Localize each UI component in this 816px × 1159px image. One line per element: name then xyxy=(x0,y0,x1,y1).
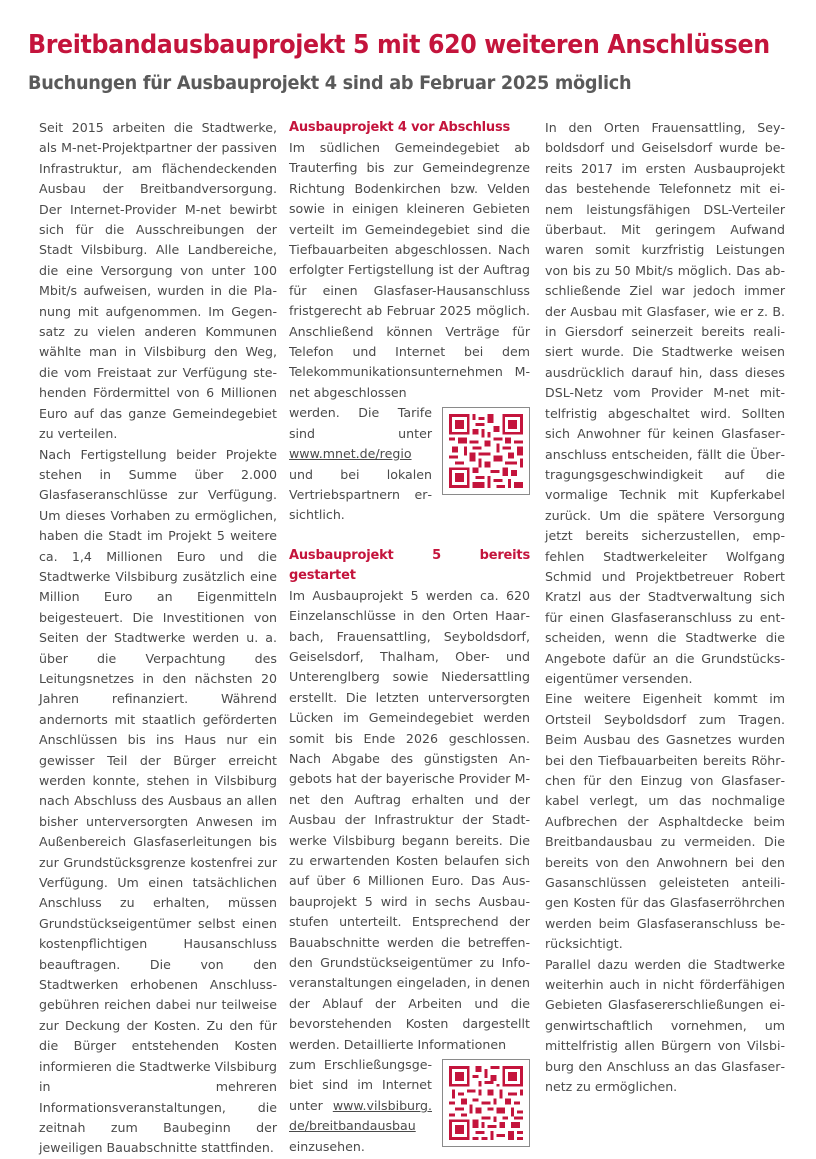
qr-code-mnet xyxy=(442,407,530,495)
col3-paragraph-1: In den Orten Frauensattling, Seyboldsdorf und Geiselsdorf wurde bereits 2017 im ersten Ausbauprojekt das bestehende Telefonnetz mit einem leistungsfähigen DSL-Verteiler überbaut. Mit geringem Aufwand waren somit kurzfristig Leistungen von bis zu 50 Mbit/s möglich. Das abschließende Ziel war jedoch immer der Ausbau mit Glasfaser, wie er z. B. in Giersdorf seinerzeit bereits realisiert wurde. Die Stadtwerke weisen ausdrücklich darauf hin, dass dieses DSL-Netz vom Provider M-net mittelfristig abgeschaltet wird. Sollten sich Anwohner für keinen Glasfaseranschluss entscheiden, fällt die Übertragungsgeschwindigkeit auf die vormalige Technik mit Kupferkabel zurück. Um die spätere Versorgung jetzt bereits sicherzustellen, empfehlen Stadtwerkeleiter Wolfgang Schmid und Projektbetreuer Robert Kratzl aus der Stadtverwaltung sich für einen Glasfaseranschluss zu entscheiden, wenn die Stadtwerke die Angebote dafür an die Grundstückseigentümer versenden. xyxy=(545,120,785,686)
mnet-regio-link[interactable]: www.mnet.de/​regio xyxy=(289,446,412,462)
mnet-text-before: werden. Die Tarife sind unter xyxy=(289,405,432,441)
section-text-project-4: Im südlichen Gemeindegebiet ab Trauterfing bis zur Gemeindegrenze Richtung Bodenkirchen bzw. Velden sowie in einigen kleineren Gebieten verteilt im Gemeindegebiet sind die Tiefbauarbeiten abgeschlossen. Nach erfolgter Fertigstellung ist der Auftrag für einen Glasfaser-Hausanschluss fristgerecht ab Februar 2025 möglich. Anschließend können Verträge für Telefon und Internet bei dem Telekommunikationsunternehmen M-net abgeschlossen xyxy=(289,140,530,400)
mnet-text-after: und bei lokalen Vertriebspartnern ersichtlich. xyxy=(289,466,432,523)
qr-code-vilsbiburg xyxy=(442,1059,530,1147)
section-title-project-4: Ausbauprojekt 4 vor Abschluss xyxy=(289,120,511,135)
headline: Breitbandausbauprojekt 5 mit 620 weiteren Anschlüssen xyxy=(28,30,770,60)
column-2 xyxy=(289,118,530,1157)
vilsbiburg-link-block xyxy=(289,1055,530,1157)
col1-paragraph-2: Nach Fertigstellung beider Projekte stehen in Summe über 2.000 Glasfaseranschlüsse zur Verfügung. Um dieses Vorhaben zu ermöglichen, haben die Stadt im Projekt 5 weitere ca. 1,4 Millionen Euro und die Stadtwerke Vilsbiburg zusätzlich eine Million Euro an Eigenmitteln beigesteuert. Die Investitionen von Seiten der Stadtwerke werden u. a. über die Verpachtung des Leitungsnetzes in den nächsten 20 Jahren refinanziert. Während andernorts mit staatlich geförderten Anschlüssen bis ins Haus nur ein gewisser Teil der Bürger erreicht werden konnte, stehen in Vilsbiburg nach Abschluss des Ausbaus an allen bisher unterversorgten Anwesen im Außenbereich Glasfaserleitungen bis zur Grundstücksgrenze kostenfrei zur Verfügung. Um einen tatsächlichen Anschluss zu erhalten, müssen Grundstückseigentümer selbst einen kostenpflichtigen Hausanschluss beauftragen. Die von den Stadtwerken erhobenen Anschlussgebühren reichen dabei nur teilweise zur Deckung der Kosten. Zu den für die Bürger entstehenden Kosten informieren die Stadtwerke Vilsbiburg in mehreren Informationsveranstaltungen, die zeitnah zum Baubeginn der jeweiligen Bauabschnitte stattfinden. xyxy=(39,446,277,1156)
vilsbiburg-text-after: einzusehen. xyxy=(289,1138,365,1154)
qr-code-icon xyxy=(449,1066,523,1140)
vilsbiburg-link-text xyxy=(289,1055,432,1157)
vilsbiburg-breitband-link[interactable]: www.vilsbiburg.​de/breitbandausbau xyxy=(289,1097,432,1134)
qr-code-icon xyxy=(449,414,523,488)
section-text-project-5: Im Ausbauprojekt 5 werden ca. 620 Einzelanschlüsse in den Orten Haarbach, Frauensattling, Seyboldsdorf, Geiselsdorf, Thalham, Ober- und Unterenglberg sowie Niedersattling erstellt. Die letzten unterversorgten Lücken im Gemeindegebiet werden somit bis Ende 2026 geschlossen. Nach Abgabe des günstigsten Angebots hat der bayerische Provider M-net den Auftrag erhalten und der Ausbau der Infrastruktur der Stadtwerke Vilsbiburg begann bereits. Die zu erwartenden Kosten belaufen sich auf über 6 Millionen Euro. Das Ausbauprojekt 5 wird in sechs Ausbaustufen unterteilt. Entsprechend der Bauabschnitte werden die betreffenden Grundstückseigentümer zu Infoveranstaltungen eingeladen, in denen der Ablauf der Arbeiten und die bevorstehenden Kosten dargestellt werden. Detaillierte Informationen xyxy=(289,587,530,1052)
mnet-link-text xyxy=(289,403,432,525)
col1-paragraph-1: Seit 2015 arbeiten die Stadtwerke, als M-net-Projektpartner der passiven Infrastruktur, am flächendeckenden Ausbau der Breitbandversorgung. Der Internet-Provider M-net bewirbt sich für die Ausschreibungen der Stadt Vilsbiburg. Alle Landbereiche, die eine Versorgung von unter 100 Mbit/s aufweisen, wurden in die Planung mit aufgenommen. Im Gegensatz zu vielen anderen Kommunen wählte man in Vilsbiburg den Weg, die vom Freistaat zur Verfügung stehenden Fördermittel von 6 Millionen Euro auf das ganze Gemeindegebiet zu verteilen. xyxy=(39,120,277,442)
col3-paragraph-3: Parallel dazu werden die Stadtwerke weiterhin auch in nicht förderfähigen Gebieten Glasfasererschließungen eigenwirtschaftlich vornehmen, um mittelfristig allen Bürgern von Vilsbiburg den Anschluss an das Glasfasernetz zu ermöglichen. xyxy=(545,956,785,1095)
column-1 xyxy=(39,118,277,1159)
vilsbiburg-text-before: zum Erschließungsgebiet sind im Internet unter xyxy=(289,1057,432,1113)
col3-paragraph-2: Eine weitere Eigenheit kommt im Ortsteil Seyboldsdorf zum Tragen. Beim Ausbau des Gasnetzes wurden bei den Tiefbauarbeiten bereits Röhrchen für den Einzug von Glasfaserkabel verlegt, um das nochmalige Aufbrechen der Asphaltdecke beim Breitbandausbau zu vermeiden. Die bereits von den Anwohnern bei den Gasanschlüssen geleisteten anteiligen Kosten für das Glasfaserröhrchen werden beim Glasfaseranschluss berücksichtigt. xyxy=(545,691,785,952)
column-3 xyxy=(545,118,785,1098)
mnet-link-block xyxy=(289,403,530,525)
section-title-project-5: Ausbauprojekt 5 bereits gestartet xyxy=(289,547,530,583)
subheadline: Buchungen für Ausbauprojekt 4 sind ab Februar 2025 möglich xyxy=(28,72,632,94)
section-spacer xyxy=(289,526,530,546)
